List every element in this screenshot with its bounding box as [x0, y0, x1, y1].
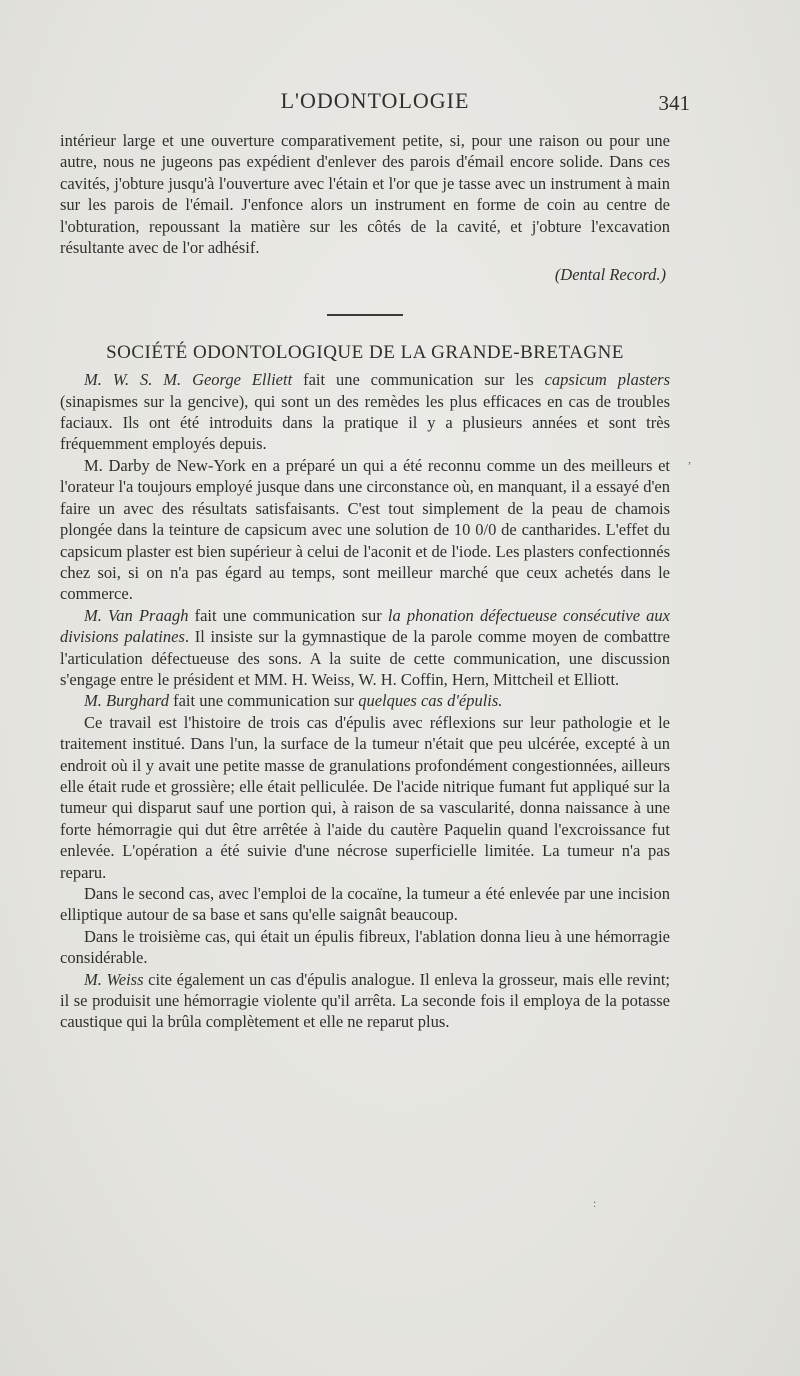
paragraph-darby: M. Darby de New-York en a préparé un qui a été reconnu comme un des meilleurs et l'orateur l'a toujours employé jusque dans une circonstance où, en manquant, il a essayé d'en faire un avec des résultats satisfaisants. C'est tout simplement de la peau de chamois plongée dans la teinture de capsicum avec une solution de 10 0/0 de cantharides. L'effet du capsicum plaster est bien supérieur à celui de l'aconit et de l'iode. Les plasters confectionnés chez soi, si on n'a pas égard au temps, sont meilleur marché que ceux achetés dans le commerce. — [60, 455, 670, 604]
speaker-name: M. Burghard — [84, 691, 169, 711]
paragraph-burghard — [60, 690, 670, 711]
source-line — [60, 264, 670, 285]
paragraph-weiss — [60, 969, 670, 1033]
margin-mark: , — [688, 452, 691, 466]
topic-title: capsicum plasters — [544, 370, 671, 390]
speaker-name: M. W. S. M. George Elliett — [84, 370, 293, 390]
topic-title: la phonation défectueuse consécutive aux divisions palatines — [60, 605, 671, 647]
paragraph-case-two: Dans le second cas, avec l'emploi de la cocaïne, la tumeur a été enlevée par une incision elliptique autour de sa base et sans qu'elle saignât beaucoup. — [60, 884, 670, 925]
paragraph-text: fait une communication sur — [168, 691, 359, 711]
speaker-name: M. Van Praagh — [84, 605, 189, 625]
running-title: L'ODONTOLOGIE — [280, 88, 470, 113]
page-body — [60, 130, 670, 1033]
paragraph-text: cite également un cas d'épulis analogue. Il enleva la grosseur, mais elle revint; il se produisit une hémorragie violente qu'il arrêta. La seconde fois il employa de la potasse caustique qui la brûla complètement et elle ne reparut plus. — [60, 969, 670, 1032]
paragraph-text: fait une communication sur — [188, 605, 388, 625]
page-number: 341 — [658, 91, 690, 115]
paragraph-continued: intérieur large et une ouverture comparativement petite, si, pour une raison ou pour une autre, nous ne jugeons pas expédient d'enlever des parois d'émail encore solide. Dans ces cavités, j'obture jusqu'à l'ouverture avec l'étain et l'or que je tasse avec un instrument à main sur les parois de l'émail. J'enfonce alors un instrument en forme de coin au centre de l'obturation, repoussant la matière sur les côtés de la cavité, et j'obture l'excavation résultante avec de l'or adhésif. — [60, 131, 670, 258]
paragraph-van-praagh — [60, 605, 670, 691]
section-divider — [327, 314, 403, 316]
paragraph-case-one: Ce travail est l'histoire de trois cas d'épulis avec réflexions sur leur pathologie et le traitement institué. Dans l'un, la surface de la tumeur n'était que peu ulcérée, excepté à un endroit où il y avait une petite masse de granulations profondément congestionnées, ailleurs elle était rude et grossière; elle était pelliculée. De l'acide nitrique fumant fut appliqué sur la tumeur qui disparut sauf une portion qui, à raison de sa vascularité, donna naissance à une forte hémorragie qui dut être arrêtée à l'aide du cautère Paquelin quand l'excroissance fut enlevée. L'opération a été suivie d'une nécrose superficielle limitée. La tumeur n'a pas reparu. — [60, 712, 670, 882]
paragraph-text: . Il insiste sur la gymnastique de la parole comme moyen de combattre l'articulation défectueuse des sons. A la suite de cette communication, une discussion s'engage entre le président et MM. H. Weiss, W. H. Coffin, Hern, Mittcheil et Elliott. — [60, 627, 670, 689]
margin-mark: : — [593, 1196, 597, 1210]
paragraph-text: fait une communication sur les — [292, 370, 545, 390]
paragraph-case-three: Dans le troisième cas, qui était un épulis fibreux, l'ablation donna lieu à une hémorragie considérable. — [60, 926, 670, 968]
topic-title: quelques cas d'épulis. — [358, 691, 503, 711]
source-citation: (Dental Record.) — [554, 265, 666, 285]
paragraph-elliett — [60, 369, 670, 455]
paragraph-text: (sinapismes sur la gencive), qui sont un des remèdes les plus efficaces en cas de troubles faciaux. Ils ont été introduits dans la pratique il y a plusieurs années et sont très fréquemment employés depuis. — [60, 391, 670, 454]
speaker-name: M. Weiss — [84, 969, 144, 989]
page-header — [60, 88, 690, 122]
section-title: SOCIÉTÉ ODONTOLOGIQUE DE LA GRANDE-BRETAGNE — [106, 341, 624, 363]
